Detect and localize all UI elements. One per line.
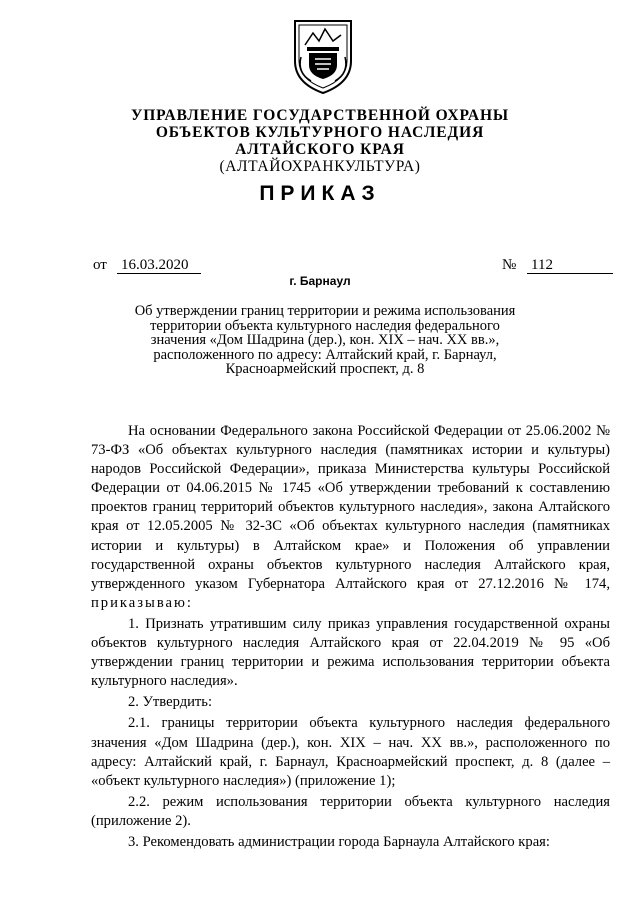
item-1: 1. Признать утратившим силу приказ управления государственной охраны объектов культурного наследия Алтайского края от 22.04.2019 № 95 «Об утверждении границ территории и режима использования территории объекта культурного наследия».: [91, 615, 610, 690]
order-word: приказываю:: [91, 594, 193, 611]
order-subject: Об утверждении границ территории и режима использования территории объекта культурного наследия федерального значения «Дом Шадрина (дер.), кон. XIX – нач. XX вв.», расположенного по адресу: Алтайский край, г. Барнаул, Красноармейский проспект, д. 8: [134, 303, 516, 377]
date-value: 16.03.2020: [117, 257, 201, 274]
authority-short-name: (АЛТАЙОХРАНКУЛЬТУРА): [219, 158, 421, 175]
issuing-authority-header: [0, 107, 640, 175]
document-type-title: ПРИКАЗ: [259, 182, 381, 205]
authority-line-1: УПРАВЛЕНИЕ ГОСУДАРСТВЕННОЙ ОХРАНЫ: [130, 107, 510, 124]
order-body: [91, 422, 610, 852]
authority-line-2: ОБЪЕКТОВ КУЛЬТУРНОГО НАСЛЕДИЯ: [155, 124, 485, 141]
coat-of-arms-emblem: [291, 17, 355, 95]
date-label: от: [93, 257, 107, 273]
city-name: г. Барнаул: [289, 274, 351, 288]
authority-line-3: АЛТАЙСКОГО КРАЯ: [235, 141, 405, 158]
item-2: 2. Утвердить:: [128, 694, 213, 711]
item-2-2: 2.2. режим использования территории объекта культурного наследия (приложение 2).: [91, 793, 610, 829]
number-value: 112: [527, 257, 613, 274]
item-3: 3. Рекомендовать администрации города Барнаула Алтайского края:: [128, 833, 550, 850]
preamble-text: На основании Федерального закона Российской Федерации от 25.06.2002 № 73-ФЗ «Об объектах культурного наследия (памятниках истории и культуры) народов Российской Федерации», приказа Министерства культуры Российской Федерации от 04.06.2015 № 1745 «Об утверждении требований к составлению проектов границ территорий объектов культурного наследия», закона Алтайского края от 12.05.2005 № 32-ЗС «Об объектах культурного наследия (памятниках истории и культуры) в Алтайском крае» и Положения об управлении государственной охраны объектов культурного наследия Алтайского края, утвержденного указом Губернатора Алтайского края от 27.12.2016 № 174,: [91, 423, 610, 592]
item-2-1: 2.1. границы территории объекта культурного наследия федерального значения «Дом Шадрина (дер.), кон. XIX – нач. XX вв.», расположенного по адресу: Алтайский край, г. Барнаул, Красноармейский проспект, д. 8 (далее – «объект культурного наследия») (приложение 1);: [91, 715, 610, 789]
number-label: №: [502, 257, 517, 273]
preamble-paragraph: [91, 422, 610, 613]
